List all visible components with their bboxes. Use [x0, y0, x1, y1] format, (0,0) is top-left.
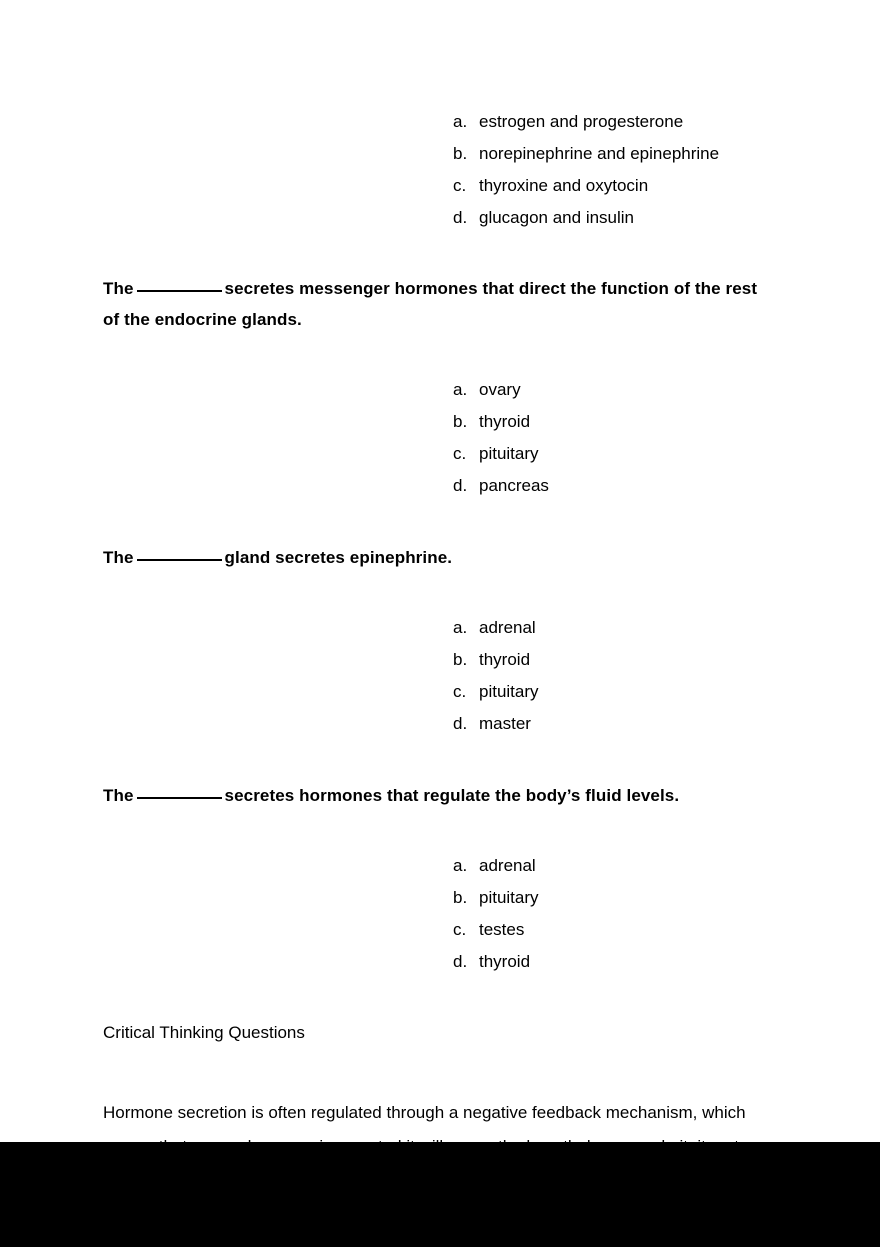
list-item[interactable]	[103, 914, 777, 946]
fill-in-blank	[137, 546, 222, 561]
list-item[interactable]	[103, 406, 777, 438]
question-stem-q3	[103, 542, 777, 573]
option-marker: b.	[453, 650, 468, 669]
fill-in-blank	[137, 784, 222, 799]
question-stem-prefix: The	[103, 548, 134, 567]
option-label: thyroid	[479, 952, 531, 971]
spacer	[103, 590, 777, 612]
question-stem-prefix: The	[103, 786, 134, 805]
option-label: norepinephrine and epinephrine	[479, 144, 720, 163]
option-label: adrenal	[479, 856, 536, 875]
fill-in-blank	[137, 277, 222, 292]
option-label: pituitary	[479, 888, 539, 907]
spacer	[103, 352, 777, 374]
page-footer-bar	[0, 1142, 880, 1247]
option-label: ovary	[479, 380, 521, 399]
spacer	[103, 1065, 777, 1079]
option-label: thyroid	[479, 412, 531, 431]
list-item[interactable]	[103, 708, 777, 740]
option-label: master	[479, 714, 531, 733]
question-stem-q2	[103, 273, 777, 335]
spacer	[103, 978, 777, 1001]
options-list-q1	[103, 106, 777, 234]
option-marker: d.	[453, 476, 468, 495]
option-marker: a.	[453, 380, 468, 399]
page-content	[103, 0, 777, 1214]
question-stem-q4	[103, 780, 777, 811]
option-label: thyroid	[479, 650, 531, 669]
list-item[interactable]	[103, 676, 777, 708]
list-item[interactable]	[103, 946, 777, 978]
question-stem-suffix: gland secretes epinephrine.	[224, 548, 453, 567]
option-label: pancreas	[479, 476, 549, 495]
spacer	[103, 740, 777, 763]
option-marker: a.	[453, 856, 468, 875]
option-marker: a.	[453, 112, 468, 131]
option-label: thyroxine and oxytocin	[479, 176, 649, 195]
spacer	[103, 502, 777, 525]
options-list-q2	[103, 374, 777, 502]
options-list-q4	[103, 850, 777, 978]
question-stem-suffix: secretes messenger hormones that direct the function of the rest of the endocrine glands.	[103, 279, 758, 329]
option-marker: b.	[453, 144, 468, 163]
list-item[interactable]	[103, 106, 777, 138]
option-label: testes	[479, 920, 525, 939]
question-stem-suffix: secretes hormones that regulate the body’s fluid levels.	[224, 786, 680, 805]
list-item[interactable]	[103, 470, 777, 502]
spacer	[103, 234, 777, 256]
question-stem-prefix: The	[103, 279, 134, 298]
option-label: pituitary	[479, 682, 539, 701]
spacer	[103, 828, 777, 850]
list-item[interactable]	[103, 202, 777, 234]
option-marker: a.	[453, 618, 468, 637]
list-item[interactable]	[103, 138, 777, 170]
option-marker: c.	[453, 444, 467, 463]
option-marker: c.	[453, 176, 467, 195]
option-label: glucagon and insulin	[479, 208, 635, 227]
option-marker: c.	[453, 920, 467, 939]
list-item[interactable]	[103, 438, 777, 470]
list-item[interactable]	[103, 850, 777, 882]
list-item[interactable]	[103, 612, 777, 644]
option-label: adrenal	[479, 618, 536, 637]
section-heading-critical-thinking: Critical Thinking Questions	[103, 1023, 305, 1042]
option-marker: b.	[453, 412, 468, 431]
list-item[interactable]	[103, 882, 777, 914]
critical-thinking-paragraph: Hormone secretion is often regulated through a negative feedback mechanism, which	[103, 1103, 746, 1122]
list-item[interactable]	[103, 644, 777, 676]
option-marker: d.	[453, 208, 468, 227]
list-item[interactable]	[103, 170, 777, 202]
option-marker: c.	[453, 682, 467, 701]
option-marker: b.	[453, 888, 468, 907]
options-list-q3	[103, 612, 777, 740]
top-spacer	[103, 0, 777, 106]
option-marker: d.	[453, 952, 468, 971]
option-label: pituitary	[479, 444, 539, 463]
list-item[interactable]	[103, 374, 777, 406]
option-label: estrogen and progesterone	[479, 112, 684, 131]
option-marker: d.	[453, 714, 468, 733]
